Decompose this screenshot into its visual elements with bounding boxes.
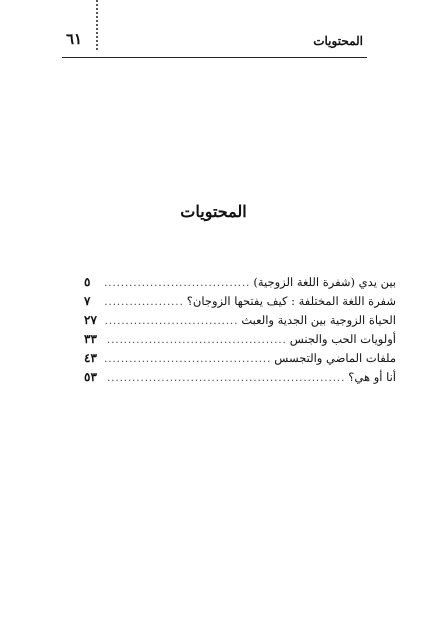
toc-entry-page: ٥: [84, 275, 91, 289]
toc-dot-leader: [105, 316, 238, 327]
toc-entry-page: ٥٣: [84, 370, 97, 384]
toc-entry-text: شفرة اللغة المختلفة : كيف يفتحها الزوجان؟: [186, 294, 396, 308]
toc-entry-text: أنا أو هي؟: [348, 370, 396, 384]
running-title: المحتويات: [313, 34, 363, 48]
toc-entry-page: ٧: [84, 294, 91, 308]
toc-list: [84, 275, 396, 389]
toc-entry: [84, 351, 396, 370]
toc-entry: [84, 332, 396, 351]
toc-dot-leader: [105, 354, 271, 365]
page-header: [62, 28, 367, 58]
toc-entry: [84, 294, 396, 313]
toc-entry-text: ملفات الماضي والتجسس: [274, 351, 396, 365]
page-number: ٦١: [66, 30, 83, 48]
toc-dot-leader: [105, 373, 345, 384]
toc-entry-text: أولويات الحب والجنس: [289, 332, 396, 346]
toc-entry-page: ٢٧: [84, 313, 97, 327]
toc-entry: [84, 313, 396, 332]
toc-title: المحتويات: [180, 202, 247, 221]
toc-entry: [84, 275, 396, 294]
toc-dot-leader: [105, 278, 250, 289]
toc-entry-page: ٤٣: [84, 351, 97, 365]
toc-entry-text: الحياة الزوجية بين الجدية والعبث: [241, 313, 396, 327]
header-rule: [62, 57, 367, 58]
toc-entry-page: ٣٣: [84, 332, 97, 346]
toc-dot-leader: [105, 297, 184, 308]
toc-entry-text: بين يدي (شفرة اللغة الزوجية): [253, 275, 396, 289]
toc-entry: [84, 370, 396, 389]
toc-dot-leader: [105, 335, 287, 346]
